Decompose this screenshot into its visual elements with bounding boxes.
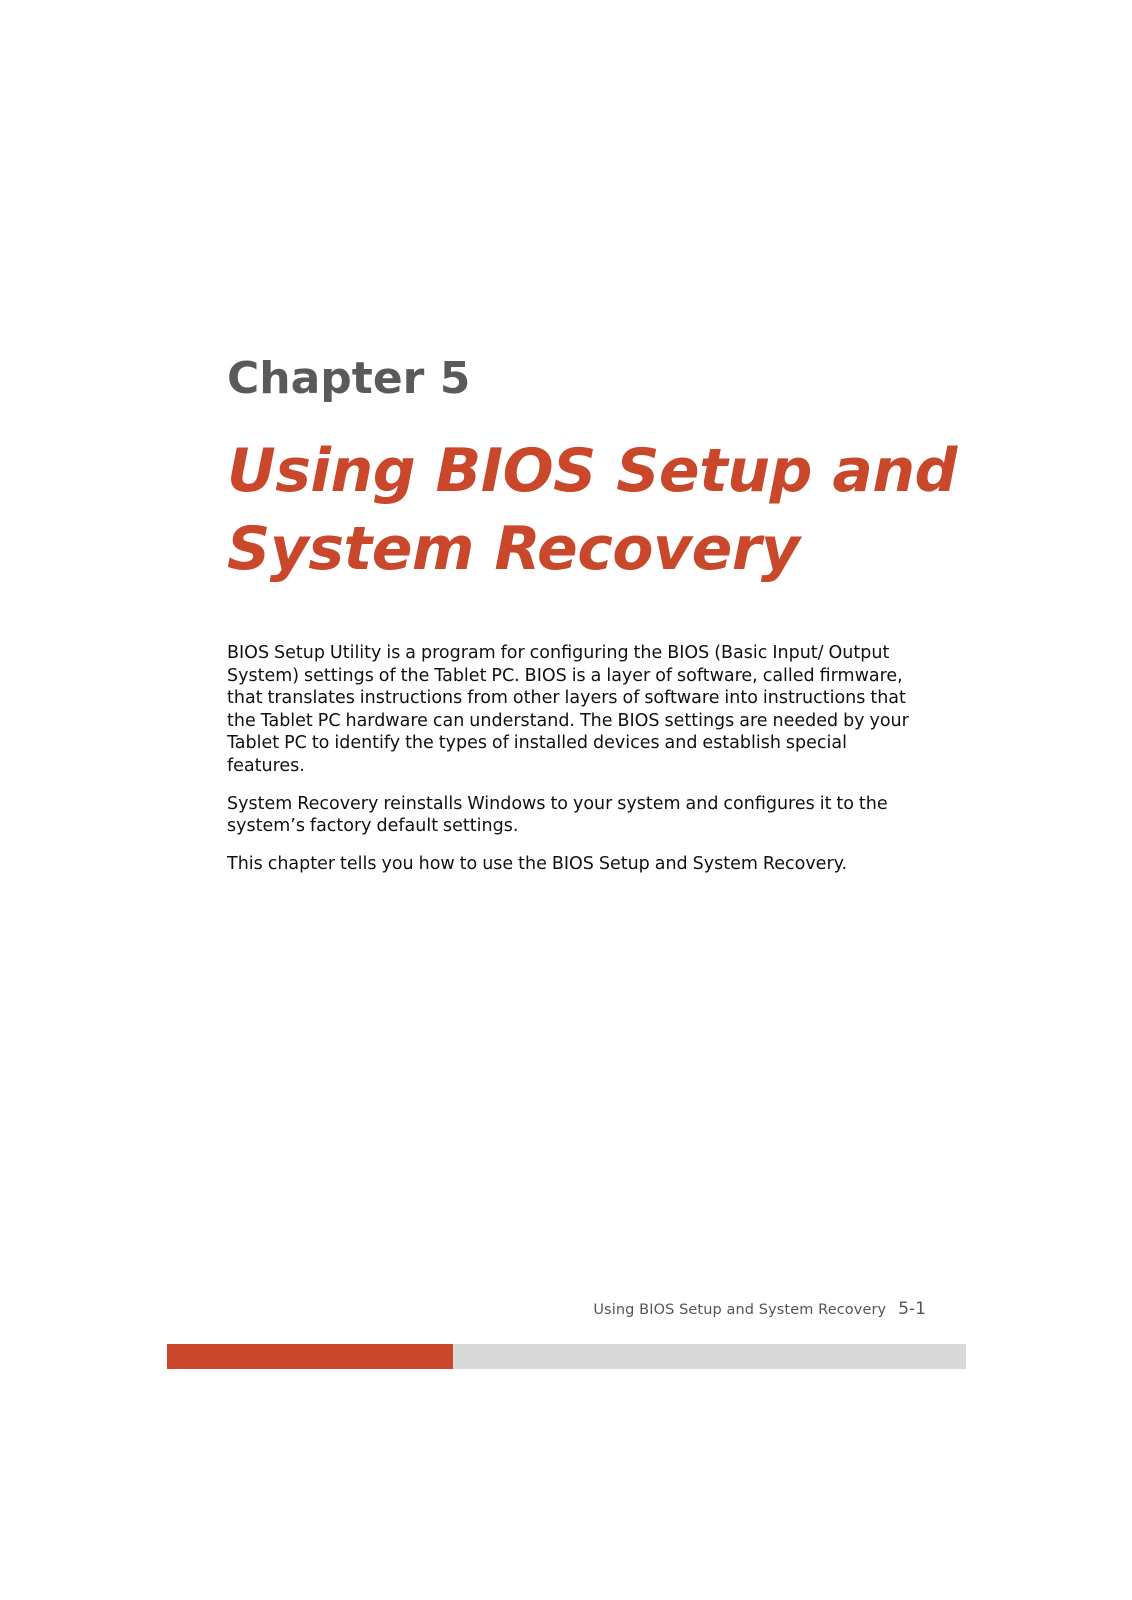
- chapter-title-line-2: System Recovery: [227, 514, 800, 584]
- footer-page-number: 5-1: [898, 1299, 926, 1319]
- chapter-title-line-1: Using BIOS Setup and: [227, 436, 958, 506]
- chapter-title: [227, 432, 957, 588]
- page-footer: [593, 1299, 926, 1319]
- footer-running-title: Using BIOS Setup and System Recovery: [593, 1302, 887, 1318]
- chapter-overview-paragraph: This chapter tells you how to use the BIOS Setup and System Recovery.: [227, 853, 848, 874]
- footer-bar-gray: [453, 1344, 966, 1369]
- footer-bar-accent: [167, 1344, 453, 1369]
- body-text: [227, 642, 917, 890]
- intro-paragraph: BIOS Setup Utility is a program for configuring the BIOS (Basic Input/ Output System) settings of the Tablet PC. BIOS is a layer of software, called firmware, that translates instructions from other layers of software into instructions that the Tablet PC hardware can understand. The BIOS settings are needed by your Tablet PC to identify the types of installed devices and establish special features.: [227, 643, 909, 776]
- chapter-label: Chapter 5: [227, 353, 471, 404]
- recovery-paragraph: System Recovery reinstalls Windows to your system and configures it to the system’s factory default settings.: [227, 793, 888, 837]
- footer-bar: [167, 1344, 966, 1369]
